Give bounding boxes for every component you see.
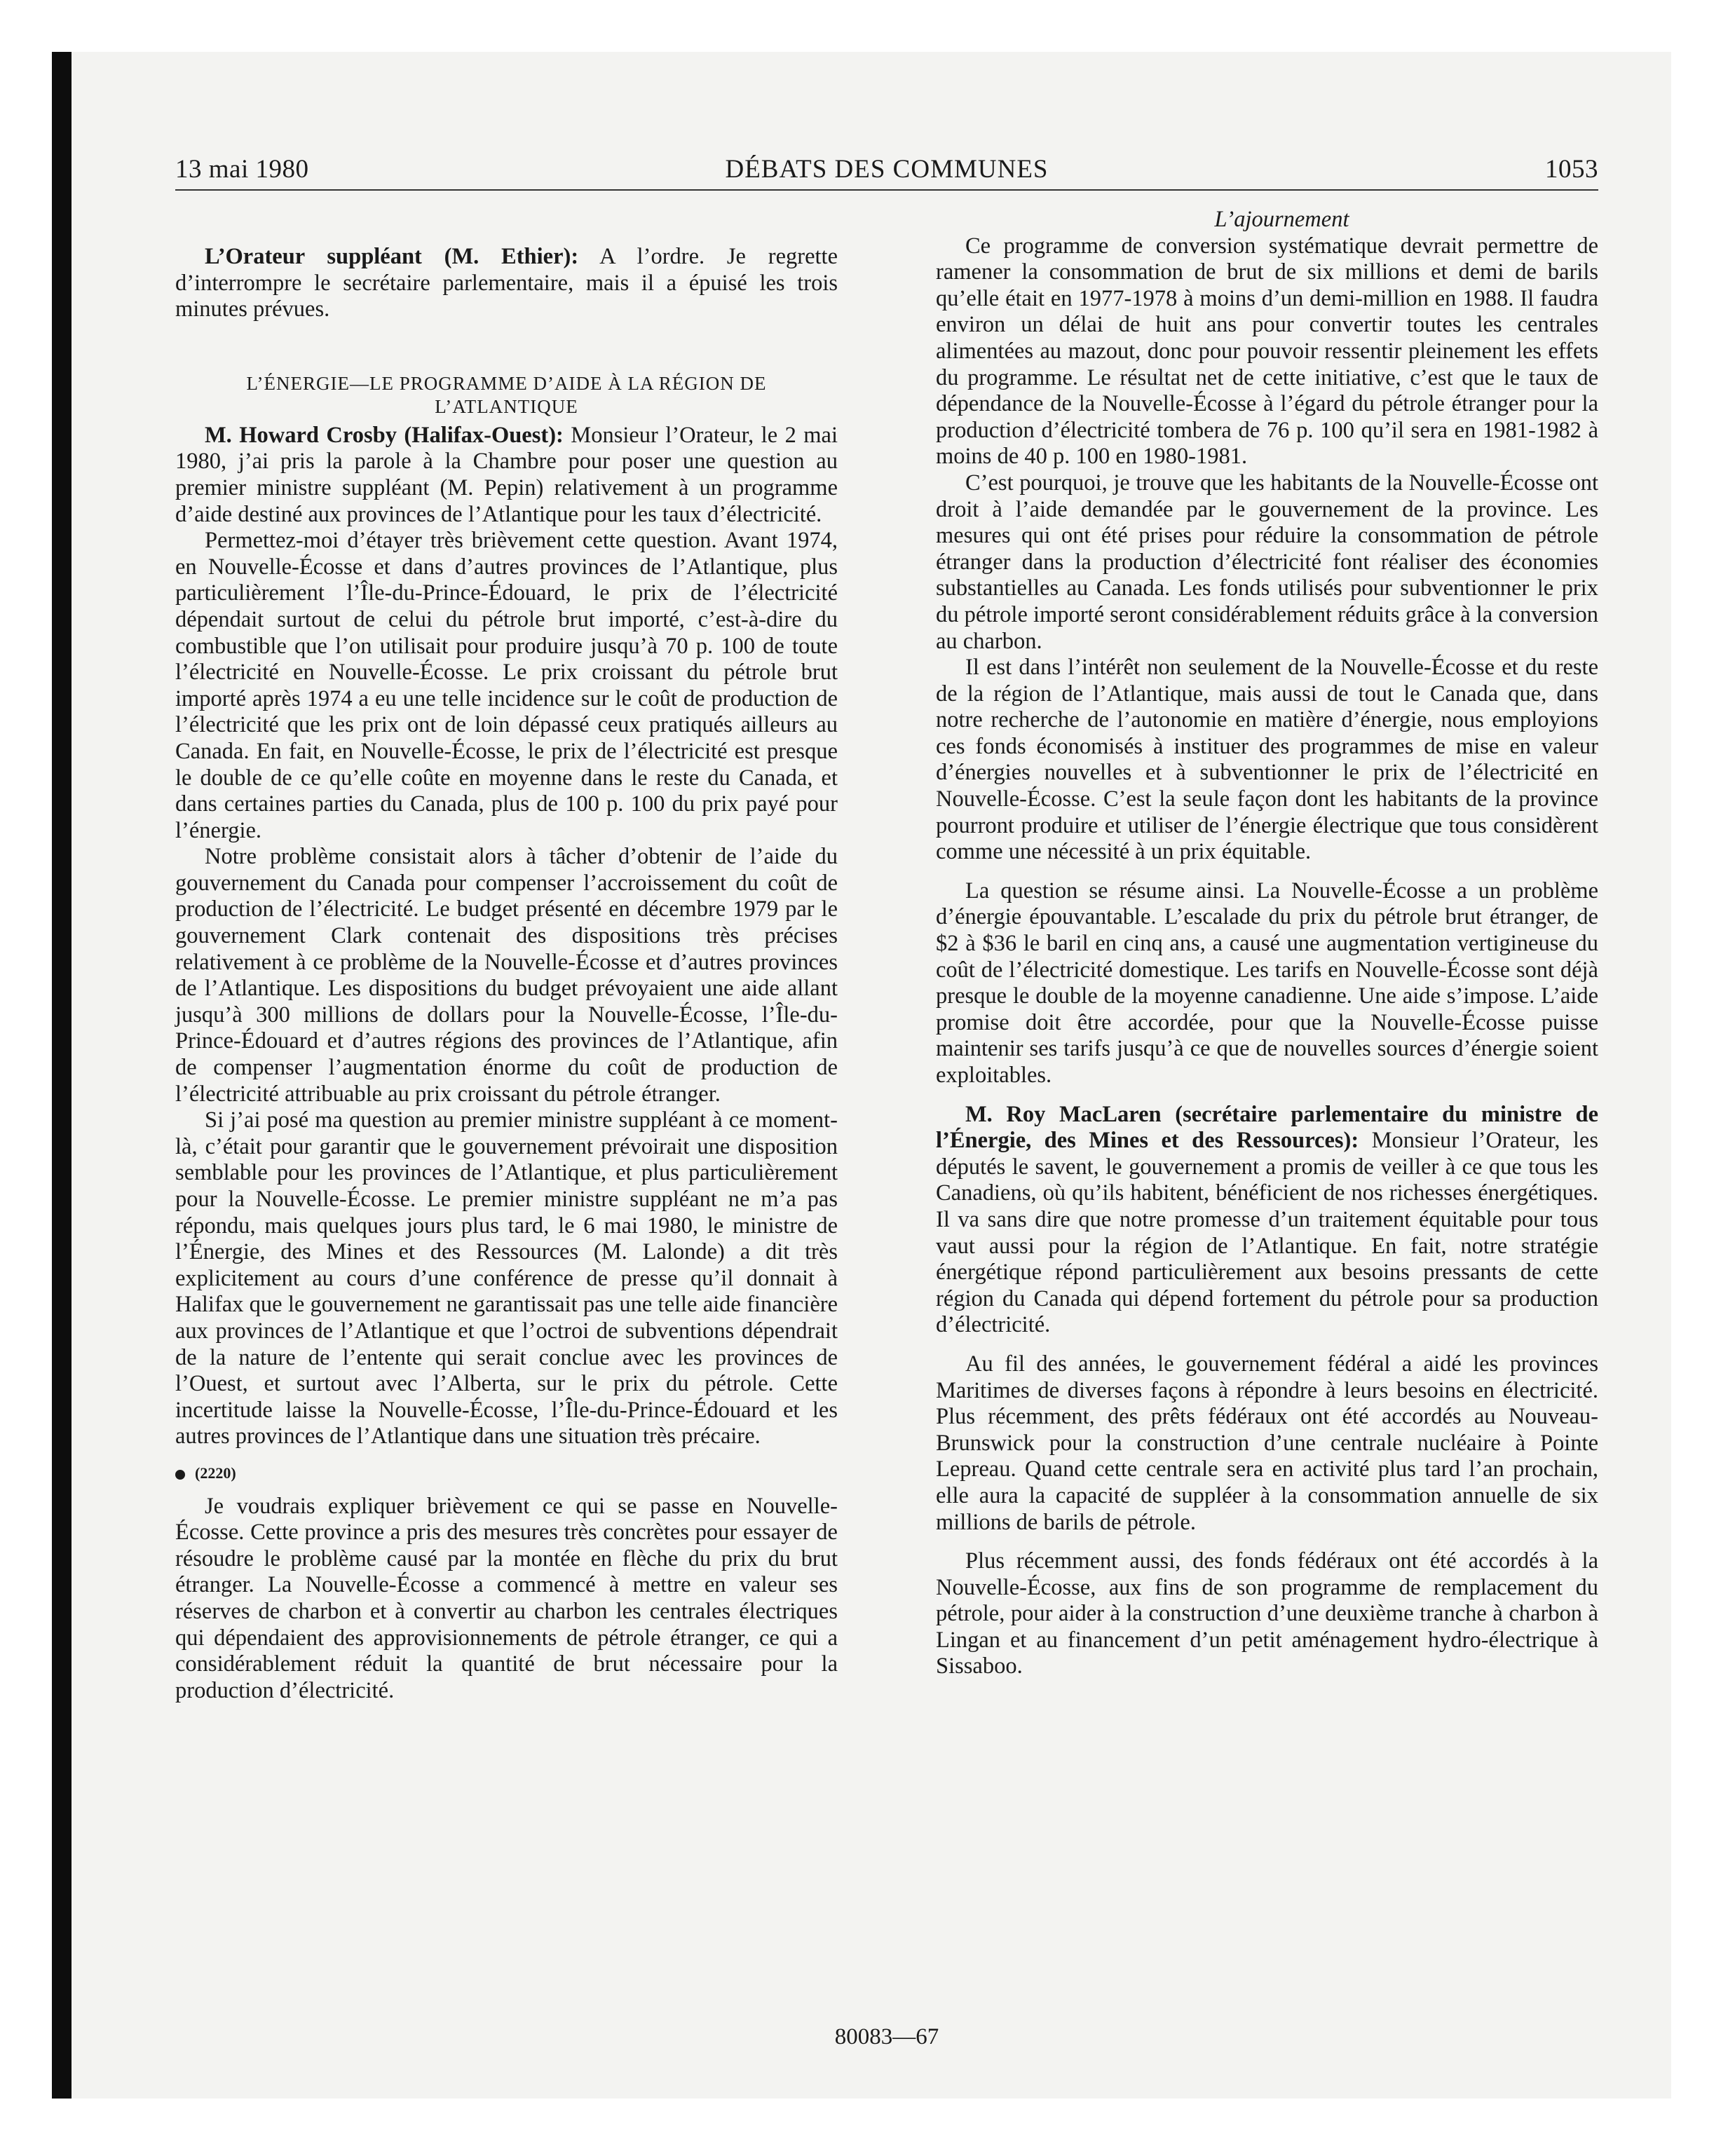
scan-binding-edge bbox=[52, 52, 72, 2099]
paragraph-text: Monsieur l’Orateur, les députés le savent, le gouvernement a promis de veiller à ce que tous les Canadiens, où qu’ils habitent, bénéficient de nos richesses énergétiques. Il va sans dire que notre promesse d’un traitement équitable pour tous vaut aussi pour la région de l’Atlantique. En fait, notre stratégie énergétique répond particulièrement aux besoins pressants de cette région du Canada qui dépend fortement du pétrole pour sa production d’électricité. bbox=[936, 1128, 1598, 1338]
paragraph: Il est dans l’intérêt non seulement de la Nouvelle-Écosse et du reste de la région de l’Atlantique, mais aussi de tout le Canada que, dans notre recherche de l’autonomie en matière d’énergie, nous employions ces fonds économisés à instituer des programmes de mise en valeur d’énergies nouvelles et à subventionner le prix de l’électricité en Nouvelle-Écosse. C’est la seule façon dont les habitants de la province pourront produire et utiliser de l’énergie électrique que tous considèrent comme une nécessité à un prix équitable. bbox=[936, 655, 1598, 865]
paragraph: Au fil des années, le gouvernement fédéral a aidé les provinces Maritimes de diverses façons à répondre à leurs besoins en électricité. Plus récemment, des prêts fédéraux ont été accordés au Nouveau-Brunswick pour la construction d’une centrale nucléaire à Pointe Lepreau. Quand cette centrale sera en activité plus tard l’an prochain, elle aura la capacité de suppléer à la consommation annuelle de six millions de barils de pétrole. bbox=[936, 1351, 1598, 1535]
paragraph: Permettez-moi d’étayer très brièvement cette question. Avant 1974, en Nouvelle-Écosse et dans d’autres provinces de l’Atlantique, plus particulièrement l’Île-du-Prince-Édouard, le prix de l’électricité dépendait surtout de celui du pétrole brut importé, c’est-à-dire du combustible que l’on utilisait pour produire jusqu’à 70 p. 100 de toute l’électricité en Nouvelle-Écosse. Le prix croissant du pétrole brut importé après 1974 a eu une telle incidence sur le coût de production de l’électricité que les prix ont de loin dépassé ceux pratiqués ailleurs au Canada. En fait, en Nouvelle-Écosse, le prix de l’électricité est presque le double de ce qu’elle coûte en moyenne dans le reste du Canada, et dans certaines parties du Canada, plus de 100 p. 100 du prix payé pour l’énergie. bbox=[175, 528, 838, 843]
paragraph-orateur bbox=[175, 244, 838, 323]
paragraph: Si j’ai posé ma question au premier ministre suppléant à ce moment-là, c’était pour garantir que le gouvernement prévoirait une disposition semblable pour les provinces de l’Atlantique, et plus particulièrement pour la Nouvelle-Écosse. Le premier ministre suppléant ne m’a pas répondu, mais quelques jours plus tard, le 6 mai 1980, le ministre de l’Énergie, des Mines et des Ressources (M. Lalonde) a dit très explicitement au cours d’une conférence de presse qu’il donnait à Halifax que le gouvernement ne garantissait pas une telle aide financière aux provinces de l’Atlantique et que l’octroi de subventions dépendrait de la nature de l’entente qui serait conclue avec les provinces de l’Ouest, et surtout avec l’Alberta, sur le prix du pétrole. Cette incertitude laisse la Nouvelle-Écosse, l’Île-du-Prince-Édouard et les autres provinces de l’Atlantique dans une situation très précaire. bbox=[175, 1107, 838, 1449]
right-column bbox=[936, 207, 1598, 1680]
section-subtitle: L’ajournement bbox=[1214, 207, 1349, 232]
paragraph-text: A l’ordre. Je regrette d’interrompre le secrétaire parlementaire, mais il a épuisé les trois minutes prévues. bbox=[175, 244, 838, 322]
speaker-name: L’Orateur suppléant (M. Ethier): bbox=[205, 244, 579, 269]
paragraph-text: Monsieur l’Orateur, le 2 mai 1980, j’ai pris la parole à la Chambre pour poser une question au premier ministre suppléant (M. Pepin) relativement à un programme d’aide destiné aux provinces de l’Atlantique pour les taux d’électricité. bbox=[175, 422, 838, 527]
paragraph: Notre problème consistait alors à tâcher d’obtenir de l’aide du gouvernement du Canada pour compenser l’accroissement du coût de production de l’électricité. Le budget présenté en décembre 1979 par le gouvernement Clark contenait des dispositions très précises relativement à ce problème de la Nouvelle-Écosse et d’autres provinces de l’Atlantique. Les dispositions du budget prévoyaient une aide allant jusqu’à 300 millions de dollars pour la Nouvelle-Écosse, l’Île-du-Prince-Édouard et d’autres régions des provinces de l’Atlantique, afin de compenser l’augmentation énorme du coût de production de l’électricité attribuable au prix croissant du pétrole étranger. bbox=[175, 844, 838, 1107]
bullet-icon bbox=[175, 1470, 185, 1480]
page-footer-code: 80083—67 bbox=[834, 2024, 939, 2049]
paragraph-maclaren bbox=[936, 1102, 1598, 1339]
paragraph: Je voudrais expliquer brièvement ce qui se passe en Nouvelle-Écosse. Cette province a pris des mesures très concrètes pour essayer de résoudre le problème causé par la montée en flèche du prix du brut étranger. La Nouvelle-Écosse a commencé à mettre en valeur ses réserves de charbon et à convertir au charbon les centrales électriques qui dépendaient des approvisionnements de pétrole étranger, ce qui a considérablement réduit la quantité de brut nécessaire pour la production d’électricité. bbox=[175, 1493, 838, 1703]
page-header bbox=[175, 154, 1598, 189]
header-date: 13 mai 1980 bbox=[175, 155, 309, 184]
left-column bbox=[175, 244, 838, 1704]
paragraph: La question se résume ainsi. La Nouvelle-Écosse a un problème d’énergie épouvantable. L’escalade du prix du pétrole brut étranger, de $2 à $36 le baril en cinq ans, a causé une augmentation vertigineuse du coût de l’électricité domestique. Les tarifs en Nouvelle-Écosse sont déjà presque le double de la moyenne canadienne. Une aide s’impose. L’aide promise doit être accordée, pour que la Nouvelle-Écosse puisse maintenir ses tarifs jusqu’à ce que de nouvelles sources d’énergie soient exploitables. bbox=[936, 878, 1598, 1088]
paragraph: Ce programme de conversion systématique devrait permettre de ramener la consommation de brut de six millions et demi de barils qu’elle était en 1977-1978 à moins d’un demi-million en 1988. Il faudra environ un délai de huit ans pour convertir toutes les centrales alimentées au mazout, donc pour pouvoir ressentir pleinement les effets du programme. Le résultat net de cette initiative, c’est que le taux de dépendance de la Nouvelle-Écosse à l’égard du pétrole étranger pour la production d’électricité tombera de 76 p. 100 qu’il sera en 1981-1982 à moins de 40 p. 100 en 1980-1981. bbox=[936, 233, 1598, 470]
header-page-number: 1053 bbox=[1545, 155, 1598, 184]
speaker-name: M. Howard Crosby (Halifax-Ouest): bbox=[205, 422, 564, 448]
paragraph: Plus récemment aussi, des fonds fédéraux ont été accordés à la Nouvelle-Écosse, aux fins de son programme de remplacement du pétrole, pour aider à la construction d’une deuxième tranche à charbon à Lingan et au financement d’un petit aménagement hydro-électrique à Sissaboo. bbox=[936, 1548, 1598, 1679]
document-page bbox=[175, 0, 1598, 2156]
paragraph: C’est pourquoi, je trouve que les habitants de la Nouvelle-Écosse ont droit à l’aide demandée par le gouvernement de la province. Les mesures qui ont été prises pour réduire la consommation de pétrole étranger dans la production d’électricité font réaliser des économies substantielles au Canada. Les fonds utilisés pour subventionner le prix du pétrole importé seront considérablement réduits grâce à la conversion au charbon. bbox=[936, 470, 1598, 654]
paragraph-crosby bbox=[175, 423, 838, 528]
section-heading: L’ÉNERGIE—LE PROGRAMME D’AIDE À LA RÉGION DE L’ATLANTIQUE bbox=[246, 372, 767, 417]
speaker-name: M. Roy MacLaren (secrétaire parlementaire du ministre de l’Énergie, des Mines et des Ressources): bbox=[936, 1101, 1598, 1154]
time-marker-text: (2220) bbox=[195, 1464, 236, 1482]
time-marker bbox=[175, 1460, 838, 1487]
header-rule bbox=[175, 189, 1598, 191]
header-publication-title: DÉBATS DES COMMUNES bbox=[725, 155, 1049, 184]
